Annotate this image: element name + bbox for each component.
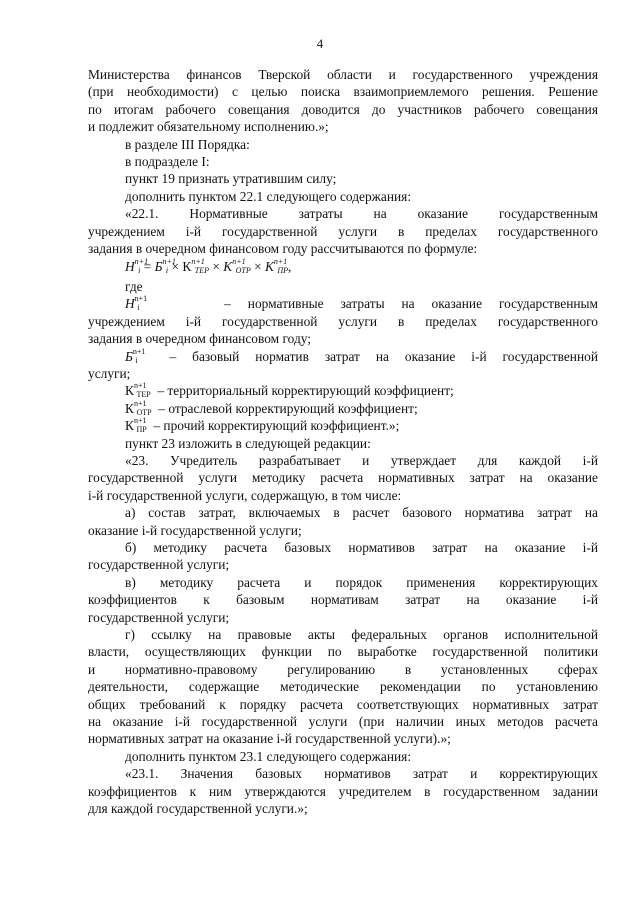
text-line: дополнить пунктом 22.1 следующего содержания: (125, 188, 412, 204)
text-line: в подразделе I: (125, 154, 210, 170)
page-number: 4 (316, 36, 324, 51)
text-line: (при необходимости) с целью поиска взаимоприемлемого решения. Решение (88, 84, 598, 100)
text-line: в разделе III Порядка: (125, 136, 250, 152)
text-line: государственной услуги; (88, 557, 230, 573)
formula: $H^{n+1}_i = Б^{n+1}_i \times К^{n+1}_{ТЕР} \times К^{n+1}_{ОТР} \times К^{n+1}_{ПР}$, (125, 257, 292, 276)
text-line: а) состав затрат, включаемых в расчет базового норматива затрат на (125, 505, 598, 521)
text-line: и подлежит обязательному исполнению.»; (88, 119, 329, 135)
text-line: и нормативно-правовому регулированию в установленных сферах (88, 661, 598, 677)
definition-h: $H^{n+1}_i$ – нормативные затраты на оказание государственным (125, 294, 598, 313)
text-line: государственной услуги; (88, 609, 230, 625)
text-line: задания в очередном финансовом году; (88, 331, 311, 347)
text-line: общих требований к порядку расчета соответствующих нормативных затрат (88, 696, 598, 712)
text-line: деятельности, содержащие методические рекомендации по установлению (88, 679, 598, 695)
text-line: коэффициентов к базовым нормативам затрат на оказание i-й (88, 592, 598, 608)
text-line: пункт 19 признать утратившим силу; (125, 171, 337, 187)
formula-k-pr: К (265, 259, 274, 275)
definition-k-ter: $К^{n+1}_{ТЕР}$ – территориальный корректирующий коэффициент; (125, 381, 454, 400)
text-line: дополнить пунктом 23.1 следующего содержания: (125, 748, 412, 764)
text-line: г) ссылку на правовые акты федеральных органов исполнительной (125, 627, 598, 642)
text-line: на оказание i-й государственной услуги (при наличии иных методов расчета (88, 714, 598, 730)
formula-b: Б (154, 259, 163, 275)
text-line: власти, осуществляющих функции по выработке государственной политики (88, 644, 598, 660)
text-line: в) методику расчета и порядок применения корректирующих (125, 574, 598, 590)
text-line: оказание i-й государственной услуги; (88, 522, 302, 538)
text-line: по итогам рабочего совещания доводится до участников рабочего совещания (88, 101, 598, 117)
text-line: задания в очередном финансовом году рассчитываются по формуле: (88, 241, 478, 257)
definition-k-pr: $К^{n+1}_{ПР}$ – прочий корректирующий коэффициент.»; (125, 416, 400, 435)
text-line: пункт 23 изложить в следующей редакции: (125, 435, 371, 451)
body-text (88, 66, 598, 817)
text-line: «23.1. Значения базовых нормативов затрат и корректирующих (125, 766, 598, 782)
text-line: Министерства финансов Тверской области и государственного учреждения (88, 67, 598, 82)
text-line: нормативных затрат на оказание i-й государственной услуги).»; (88, 731, 451, 747)
text-line: для каждой государственной услуги.»; (88, 801, 308, 817)
text-line: учреждением i-й государственной услуги в пределах государственного (88, 223, 598, 239)
text-line: «23. Учредитель разрабатывает и утверждает для каждой i-й (125, 452, 598, 468)
text-line: i-й государственной услуги, содержащую, в том числе: (88, 487, 402, 503)
text-line: государственной услуги методику расчета нормативных затрат на оказание (88, 470, 598, 486)
formula-h: H (125, 259, 135, 275)
formula-k-ter: К (182, 259, 192, 275)
text-line: б) методику расчета базовых нормативов затрат на оказание i-й (125, 539, 598, 555)
text-line: «22.1. Нормативные затраты на оказание государственным (125, 206, 598, 222)
text-line: услуги; (88, 365, 131, 381)
definition-k-otr: $К^{n+1}_{ОТР}$ – отраслевой корректирующий коэффициент; (125, 398, 418, 417)
text-line: коэффициентов к ним утверждаются учредителем в государственном задании (88, 783, 598, 799)
text-line: учреждением i-й государственной услуги в пределах государственного (88, 313, 598, 329)
definition-b: $Б^{n+1}_i$ – базовый норматив затрат на оказание i-й государственной (125, 346, 598, 365)
formula-k-otr: К (223, 259, 233, 275)
text-line: где (125, 278, 143, 294)
